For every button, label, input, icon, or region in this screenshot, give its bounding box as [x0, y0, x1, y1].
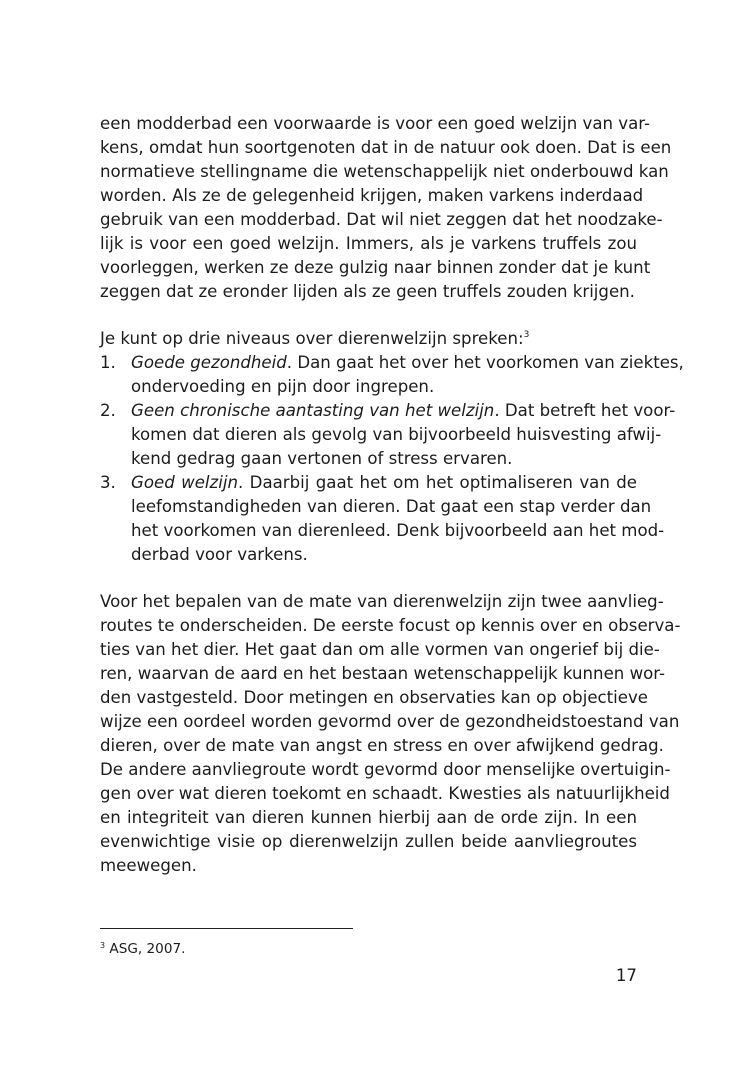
text-line: een modderbad een voorwaarde is voor een goed welzijn van var- — [100, 114, 651, 133]
text-line: wijze een oordeel worden gevormd over de gezondheidstoestand van — [100, 712, 680, 731]
text-line: komen dat dieren als gevolg van bijvoorbeeld huisvesting afwij- — [131, 425, 662, 444]
text-line: derbad voor varkens. — [131, 545, 308, 564]
text-line: het voorkomen van dierenleed. Denk bijvoorbeeld aan het mod- — [131, 521, 665, 540]
text-line: kens, omdat hun soortgenoten dat in de natuur ook doen. Dat is een — [100, 138, 672, 157]
text-line: gebruik van een modderbad. Dat wil niet zeggen dat het noodzake- — [100, 210, 663, 229]
text-line: normatieve stellingname die wetenschappelijk niet onderbouwd kan — [100, 162, 669, 181]
text-line: De andere aanvliegroute wordt gevormd door menselijke overtuigin- — [100, 760, 671, 779]
text-line: voorleggen, werken ze deze gulzig naar binnen zonder dat je kunt — [100, 258, 651, 277]
footnote-text: ASG, 2007. — [109, 941, 186, 957]
text-line: den vastgesteld. Door metingen en observaties kan op objectieve — [100, 688, 649, 707]
list-term: Goede gezondheid — [131, 353, 287, 372]
text-line: Voor het bepalen van de mate van dierenwelzijn zijn twee aanvlieg- — [100, 592, 664, 611]
list-term: Goed welzijn — [131, 473, 238, 492]
text-line: worden. Als ze de gelegenheid krijgen, maken varkens inderdaad — [100, 186, 644, 205]
list-term: Geen chronische aantasting van het welzijn — [131, 401, 495, 420]
list-text: . Dat betreft het voor- — [494, 401, 676, 420]
page-number: 17 — [615, 966, 637, 985]
text-line: gen over wat dieren toekomt en schaadt. Kwesties als natuurlijkheid — [100, 784, 670, 803]
list-intro — [100, 327, 637, 351]
footnote-number: 3 — [100, 941, 106, 950]
footnote-divider — [100, 928, 353, 929]
list-number: 2. — [100, 401, 116, 420]
text-line: zeggen dat ze eronder lijden als ze geen truffels zouden krijgen. — [100, 282, 635, 301]
text-line — [131, 399, 676, 423]
text-line — [131, 351, 684, 375]
footnote-reference: 3 — [523, 330, 530, 340]
text-line: routes te onderscheiden. De eerste focust op kennis over en observa- — [100, 616, 681, 635]
text-line: en integriteit van dieren kunnen hierbij aan de orde zijn. In een — [100, 808, 637, 827]
text-line: ties van het dier. Het gaat dan om alle vormen van ongerief bij die- — [100, 640, 660, 659]
text-line: leefomstandigheden van dieren. Dat gaat een stap verder dan — [131, 497, 652, 516]
list-number: 3. — [100, 473, 116, 492]
text-line: evenwichtige visie op dierenwelzijn zullen beide aanvliegroutes — [100, 832, 637, 851]
list-text: . Dan gaat het over het voorkomen van ziektes, — [286, 353, 684, 372]
list-intro-text: Je kunt op drie niveaus over dierenwelzijn spreken: — [100, 329, 524, 348]
text-line — [131, 471, 637, 495]
text-line: kend gedrag gaan vertonen of stress ervaren. — [131, 449, 513, 468]
text-line: dieren, over de mate van angst en stress en over afwijkend gedrag. — [100, 736, 664, 755]
text-line: ondervoeding en pijn door ingrepen. — [131, 377, 435, 396]
text-line: lijk is voor een goed welzijn. Immers, als je varkens truffels zou — [100, 234, 637, 253]
text-line: ren, waarvan de aard en het bestaan wetenschappelijk kunnen wor- — [100, 664, 666, 683]
list-text: . Daarbij gaat het om het optimaliseren van de — [238, 473, 637, 492]
text-line: meewegen. — [100, 856, 197, 875]
list-number: 1. — [100, 353, 116, 372]
footnote — [100, 940, 185, 960]
